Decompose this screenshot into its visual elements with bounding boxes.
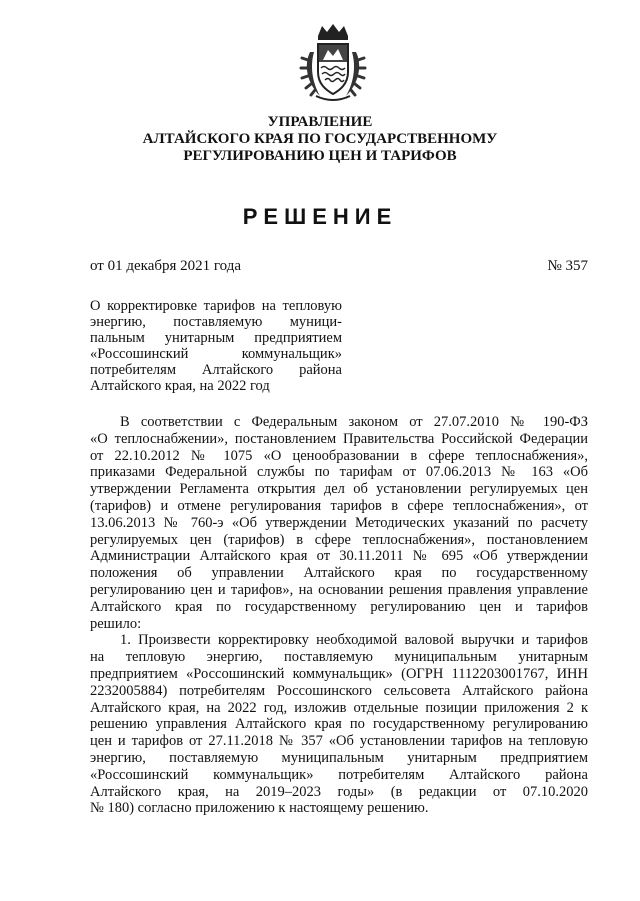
- body-line: положения об управлении Алтайского края по государственному: [90, 565, 588, 582]
- body-line: приказами Федеральной службы по тарифам от 07.06.2013 № 163 «Об: [90, 464, 588, 481]
- subject-line: энергию, поставляемую муници-: [90, 314, 342, 330]
- agency-line: УПРАВЛЕНИЕ: [267, 114, 373, 130]
- body-line: Алтайского края, на 2022 год, изложив отдельные позиции приложения 2 к: [90, 699, 588, 716]
- body-line: В соответствии с Федеральным законом от 27.07.2010 № 190-ФЗ: [120, 414, 588, 430]
- subject-line: пальным унитарным предприятием: [90, 330, 342, 346]
- body-line: цен и тарифов от 27.11.2018 № 357 «Об установлении тарифов на тепловую: [90, 733, 588, 750]
- subject-line: потребителям Алтайского района: [90, 362, 342, 378]
- body-line: Алтайского края, на 2019–2023 годы» (в редакции от 07.10.2020: [90, 783, 588, 800]
- agency-line: АЛТАЙСКОГО КРАЯ ПО ГОСУДАРСТВЕННОМУ: [142, 131, 498, 147]
- document-date: от 01 декабря 2021 года: [90, 258, 242, 274]
- body-line: решению управления Алтайского края по государственному регулированию: [90, 716, 588, 733]
- body-line: предприятием «Россошинский коммунальщик» (ОГРН 1112203001767, ИНН: [90, 665, 588, 682]
- coat-of-arms-emblem: [298, 22, 368, 104]
- document-body: [90, 414, 588, 817]
- document-subject: [90, 298, 342, 394]
- body-line: 13.06.2013 № 760-э «Об утверждении Методических указаний по расчету: [90, 514, 588, 531]
- body-line: утверждении Регламента открытия дел об установлении регулируемых цен: [90, 481, 588, 498]
- subject-line: Алтайского края, на 2022 год: [90, 378, 270, 394]
- body-line: регулированию цен и тарифов», на основании решения правления управление: [90, 581, 588, 598]
- document-number: № 357: [547, 258, 588, 274]
- body-line: энергию, поставляемую муниципальным унитарным предприятием: [90, 749, 588, 766]
- body-line: на тепловую энергию, поставляемую муниципальным унитарным: [90, 649, 588, 666]
- body-line: 1. Произвести корректировку необходимой валовой выручки и тарифов: [120, 632, 588, 649]
- agency-name: [0, 114, 640, 165]
- subject-line: «Россошинский коммунальщик»: [90, 346, 342, 362]
- body-line: № 180) согласно приложению к настоящему решению.: [90, 800, 429, 817]
- body-line: Администрации Алтайского края от 30.11.2011 № 695 «Об утверждении: [90, 548, 588, 565]
- agency-line: РЕГУЛИРОВАНИЮ ЦЕН И ТАРИФОВ: [183, 148, 457, 164]
- body-line: «Россошинский коммунальщик» потребителям Алтайского района: [90, 766, 588, 783]
- body-line: 2232005884) потребителям Россошинского сельсовета Алтайского района: [90, 682, 588, 699]
- body-line: регулируемых цен (тарифов) в сфере теплоснабжения», постановлением: [90, 531, 588, 548]
- body-line: решило:: [90, 615, 142, 632]
- body-line: (тарифов) и отмене регулирования тарифов в сфере теплоснабжения», от: [90, 497, 588, 514]
- body-line: «О теплоснабжении», постановлением Правительства Российской Федерации: [90, 430, 588, 447]
- body-line: от 22.10.2012 № 1075 «О ценообразовании в сфере теплоснабжения»,: [90, 447, 588, 464]
- subject-line: О корректировке тарифов на тепловую: [90, 298, 342, 314]
- document-type-title: РЕШЕНИЕ: [242, 204, 398, 229]
- body-line: Алтайского края по государственному регулированию цен и тарифов: [90, 598, 588, 615]
